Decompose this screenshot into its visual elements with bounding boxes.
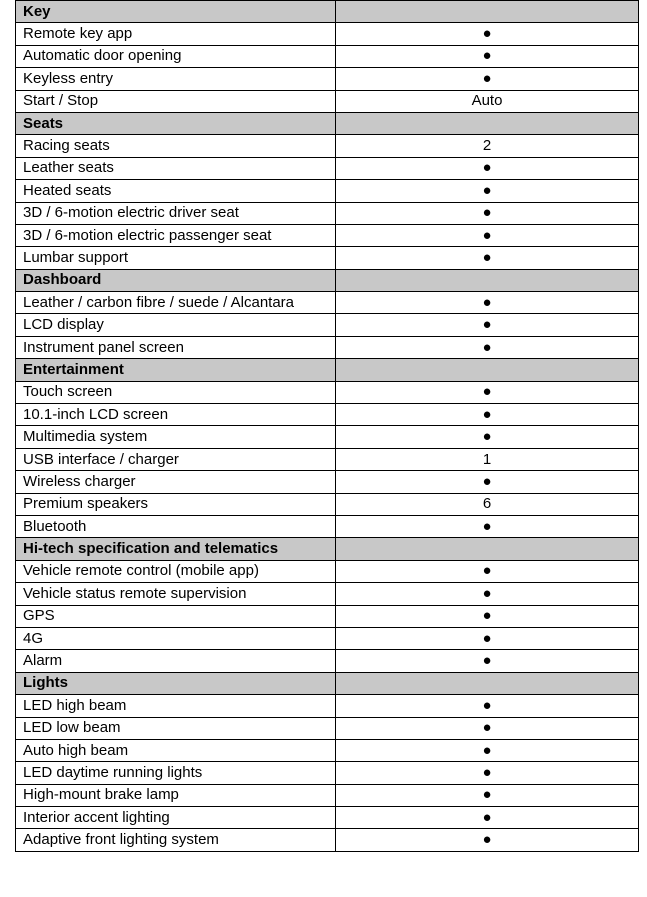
feature-cell: Multimedia system: [16, 426, 336, 448]
feature-cell: Automatic door opening: [16, 45, 336, 67]
feature-cell: Vehicle status remote supervision: [16, 583, 336, 605]
value-cell: ●: [336, 224, 639, 246]
value-cell: ●: [336, 68, 639, 90]
table-row: [16, 314, 639, 336]
section-header-empty-cell: [336, 359, 639, 381]
feature-cell: Bluetooth: [16, 515, 336, 537]
table-row: [16, 135, 639, 157]
table-row: [16, 180, 639, 202]
feature-cell: USB interface / charger: [16, 448, 336, 470]
table-row: [16, 45, 639, 67]
section-header-empty-cell: [336, 1, 639, 23]
value-cell: ●: [336, 23, 639, 45]
section-header-empty-cell: [336, 538, 639, 560]
section-header-row: [16, 359, 639, 381]
table-row: [16, 292, 639, 314]
section-title: Key: [16, 1, 336, 23]
spec-table: [15, 0, 639, 852]
feature-cell: LED high beam: [16, 695, 336, 717]
feature-cell: LED low beam: [16, 717, 336, 739]
feature-cell: Vehicle remote control (mobile app): [16, 560, 336, 582]
table-row: [16, 471, 639, 493]
value-cell: ●: [336, 695, 639, 717]
feature-cell: 10.1-inch LCD screen: [16, 404, 336, 426]
feature-cell: Alarm: [16, 650, 336, 672]
feature-cell: GPS: [16, 605, 336, 627]
value-cell: ●: [336, 157, 639, 179]
table-row: [16, 762, 639, 784]
value-cell: ●: [336, 807, 639, 829]
table-row: [16, 583, 639, 605]
table-row: [16, 605, 639, 627]
value-cell: ●: [336, 784, 639, 806]
table-row: [16, 336, 639, 358]
value-cell: ●: [336, 471, 639, 493]
feature-cell: LED daytime running lights: [16, 762, 336, 784]
table-row: [16, 515, 639, 537]
value-cell: ●: [336, 336, 639, 358]
value-cell: Auto: [336, 90, 639, 112]
table-row: [16, 90, 639, 112]
value-cell: ●: [336, 314, 639, 336]
feature-cell: Touch screen: [16, 381, 336, 403]
section-header-row: [16, 269, 639, 291]
table-row: [16, 739, 639, 761]
feature-cell: Instrument panel screen: [16, 336, 336, 358]
value-cell: ●: [336, 717, 639, 739]
table-row: [16, 493, 639, 515]
section-header-row: [16, 1, 639, 23]
table-row: [16, 784, 639, 806]
value-cell: ●: [336, 627, 639, 649]
section-title: Seats: [16, 112, 336, 134]
value-cell: ●: [336, 560, 639, 582]
feature-cell: Adaptive front lighting system: [16, 829, 336, 851]
value-cell: 2: [336, 135, 639, 157]
feature-cell: Lumbar support: [16, 247, 336, 269]
section-header-empty-cell: [336, 672, 639, 694]
value-cell: ●: [336, 202, 639, 224]
table-row: [16, 404, 639, 426]
value-cell: ●: [336, 739, 639, 761]
value-cell: ●: [336, 292, 639, 314]
feature-cell: High-mount brake lamp: [16, 784, 336, 806]
value-cell: ●: [336, 762, 639, 784]
section-header-row: [16, 538, 639, 560]
section-title: Entertainment: [16, 359, 336, 381]
table-row: [16, 202, 639, 224]
feature-cell: Leather seats: [16, 157, 336, 179]
section-title: Hi-tech specification and telematics: [16, 538, 336, 560]
value-cell: ●: [336, 404, 639, 426]
value-cell: ●: [336, 381, 639, 403]
value-cell: ●: [336, 829, 639, 851]
table-row: [16, 717, 639, 739]
table-row: [16, 829, 639, 851]
value-cell: ●: [336, 583, 639, 605]
section-header-row: [16, 672, 639, 694]
value-cell: ●: [336, 426, 639, 448]
feature-cell: Interior accent lighting: [16, 807, 336, 829]
table-row: [16, 627, 639, 649]
table-row: [16, 560, 639, 582]
feature-cell: Leather / carbon fibre / suede / Alcantara: [16, 292, 336, 314]
value-cell: ●: [336, 45, 639, 67]
value-cell: ●: [336, 180, 639, 202]
feature-cell: Wireless charger: [16, 471, 336, 493]
table-row: [16, 23, 639, 45]
feature-cell: Start / Stop: [16, 90, 336, 112]
section-header-empty-cell: [336, 112, 639, 134]
section-title: Lights: [16, 672, 336, 694]
feature-cell: 3D / 6-motion electric passenger seat: [16, 224, 336, 246]
feature-cell: Keyless entry: [16, 68, 336, 90]
value-cell: ●: [336, 650, 639, 672]
feature-cell: Premium speakers: [16, 493, 336, 515]
value-cell: ●: [336, 515, 639, 537]
feature-cell: Remote key app: [16, 23, 336, 45]
feature-cell: Heated seats: [16, 180, 336, 202]
feature-cell: Racing seats: [16, 135, 336, 157]
table-row: [16, 426, 639, 448]
section-header-empty-cell: [336, 269, 639, 291]
feature-cell: 4G: [16, 627, 336, 649]
feature-cell: 3D / 6-motion electric driver seat: [16, 202, 336, 224]
table-row: [16, 807, 639, 829]
table-row: [16, 650, 639, 672]
feature-cell: LCD display: [16, 314, 336, 336]
table-row: [16, 448, 639, 470]
feature-cell: Auto high beam: [16, 739, 336, 761]
table-row: [16, 247, 639, 269]
section-title: Dashboard: [16, 269, 336, 291]
table-row: [16, 224, 639, 246]
value-cell: ●: [336, 605, 639, 627]
table-row: [16, 157, 639, 179]
table-row: [16, 695, 639, 717]
spec-table-body: [16, 1, 639, 852]
value-cell: ●: [336, 247, 639, 269]
value-cell: 6: [336, 493, 639, 515]
table-row: [16, 68, 639, 90]
table-row: [16, 381, 639, 403]
value-cell: 1: [336, 448, 639, 470]
section-header-row: [16, 112, 639, 134]
